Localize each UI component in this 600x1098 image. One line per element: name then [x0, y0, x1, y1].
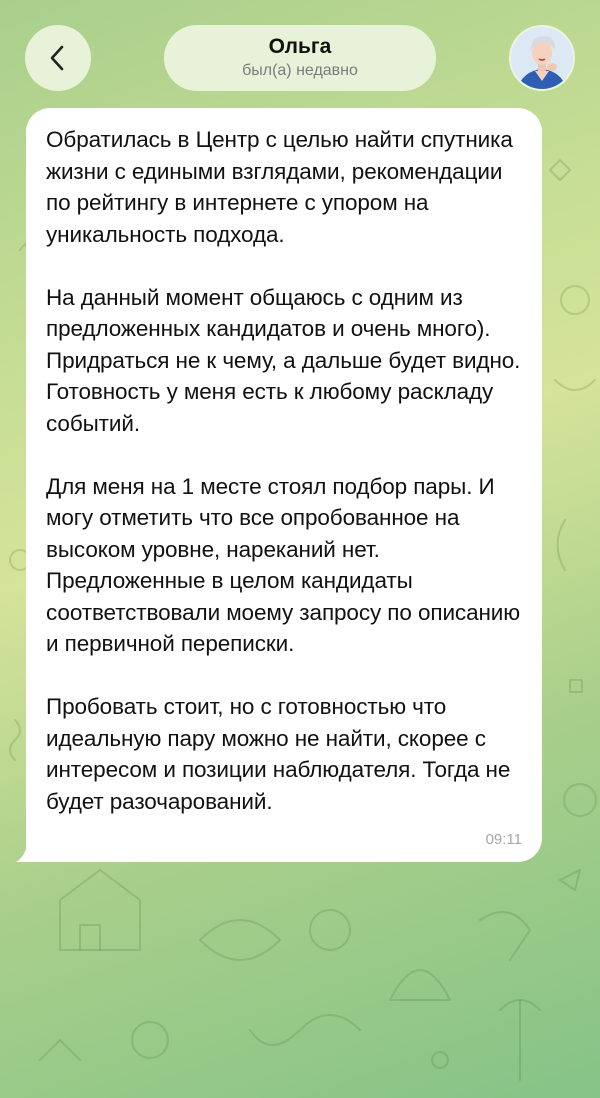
incoming-message-bubble[interactable] — [26, 108, 542, 862]
avatar-photo — [511, 27, 573, 89]
avatar[interactable] — [509, 25, 575, 91]
message-text: Обратилась в Центр с целью найти спутника жизни с едиными взглядами, рекомендации по рейтингу в интернете с упором на уникальность подхода. На данный момент общаюсь с одним из предложенных кандидатов и очень много). Придраться не к чему, а дальше будет видно. Готовность у меня есть к любому раскладу событий. Для меня на 1 месте стоял подбор пары. И могу отметить что все опробованное на высоком уровне, нареканий нет. Предложенные в целом кандидаты соответствовали моему запросу по описанию и первичной переписки. Пробовать стоит, но с готовностью что идеальную пару можно не найти, скорее с интересом и позиции наблюдателя. Тогда не будет разочарований. — [46, 127, 521, 814]
contact-name: Ольга — [268, 34, 332, 58]
contact-status: был(а) недавно — [242, 61, 358, 79]
back-button[interactable] — [25, 25, 91, 91]
chevron-left-icon — [48, 44, 68, 72]
chat-header-title[interactable] — [164, 25, 436, 91]
message-timestamp: 09:11 — [485, 831, 522, 848]
